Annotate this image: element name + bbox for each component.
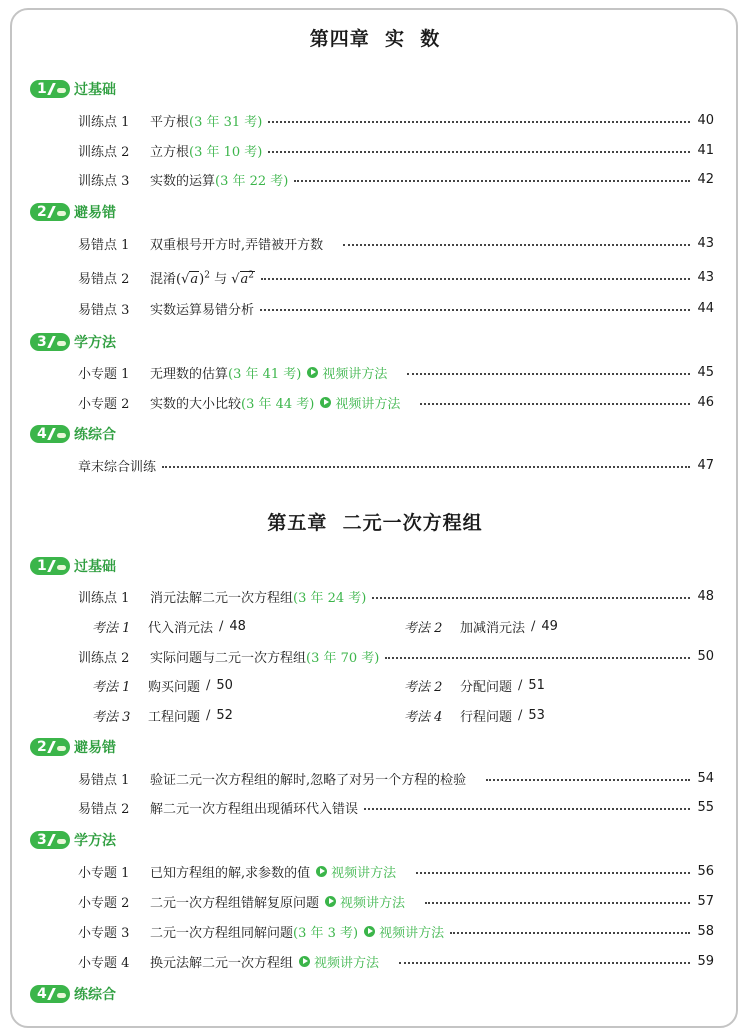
page-number: 58 — [697, 923, 714, 939]
pencil-icon — [57, 88, 66, 93]
toc-entry[interactable]: 训练点 1 消元法解二元一次方程组 (3 年 24 考) 48 — [78, 588, 714, 606]
page-number: 57 — [697, 893, 714, 909]
page-number: 43 — [697, 269, 714, 285]
dot-leader — [268, 151, 690, 153]
dot-leader — [162, 466, 690, 468]
dot-leader — [261, 278, 690, 280]
toc-entry[interactable]: 小专题 3 二元一次方程组同解问题 (3 年 3 考) 视频讲方法 58 — [78, 923, 714, 941]
dot-leader — [450, 932, 690, 934]
toc-entry[interactable]: 小专题 1 已知方程组的解,求参数的值 视频讲方法 56 — [78, 863, 714, 881]
toc-entry[interactable]: 训练点 2 实际问题与二元一次方程组 (3 年 70 考) 50 — [78, 648, 714, 666]
play-icon — [316, 866, 327, 877]
section-title: 学方法 — [74, 833, 116, 849]
dot-leader — [260, 309, 690, 311]
dot-leader — [294, 180, 690, 182]
dot-leader — [372, 597, 690, 599]
pencil-icon — [57, 746, 66, 751]
section-badge: 2 — [30, 203, 70, 221]
section-badge: 4 — [30, 985, 70, 1003]
toc-entry[interactable]: 易错点 2 解二元一次方程组出现循环代入错误 55 — [78, 799, 714, 817]
section-badge: 1 — [30, 557, 70, 575]
dot-leader — [420, 403, 690, 405]
dot-leader — [364, 808, 690, 810]
page-number: 43 — [697, 235, 714, 251]
page-number: 40 — [697, 112, 714, 128]
play-icon — [307, 367, 318, 378]
method-item[interactable]: 考法 1 代入消元法 / 48 — [92, 618, 246, 636]
page-number: 45 — [697, 364, 714, 380]
toc-entry[interactable]: 训练点 1 平方根 (3 年 31 考) 40 — [78, 112, 714, 130]
section-badge: 3 — [30, 333, 70, 351]
method-row — [92, 675, 692, 695]
section-title: 避易错 — [74, 740, 116, 756]
dot-leader — [486, 779, 690, 781]
method-item[interactable]: 考法 1 购买问题 / 50 — [92, 677, 233, 695]
section-header — [30, 829, 116, 851]
section-header — [30, 331, 116, 353]
section-header — [30, 78, 116, 100]
section-title: 过基础 — [74, 82, 116, 98]
toc-entry[interactable]: 易错点 1 双重根号开方时,弄错被开方数 43 — [78, 235, 714, 253]
section-header — [30, 555, 116, 577]
pencil-icon — [57, 433, 66, 438]
page-number: 59 — [697, 953, 714, 969]
pencil-icon — [57, 211, 66, 216]
section-header — [30, 423, 116, 445]
section-title: 过基础 — [74, 559, 116, 575]
page-number: 54 — [697, 770, 714, 786]
chapter-title: 第五章 二元一次方程组 — [267, 512, 483, 534]
section-title: 练综合 — [74, 987, 116, 1003]
pencil-icon — [57, 839, 66, 844]
video-link[interactable]: 视频讲方法 — [299, 952, 379, 971]
section-title: 避易错 — [74, 205, 116, 221]
play-icon — [325, 896, 336, 907]
method-item[interactable]: 考法 2 分配问题 / 51 — [404, 677, 545, 695]
page-number: 48 — [697, 588, 714, 604]
section-title: 学方法 — [74, 335, 116, 351]
dot-leader — [425, 902, 690, 904]
page-number: 50 — [697, 648, 714, 664]
method-item[interactable]: 考法 4 行程问题 / 53 — [404, 707, 545, 725]
method-row — [92, 616, 692, 636]
toc-entry[interactable]: 小专题 4 换元法解二元一次方程组 视频讲方法 59 — [78, 953, 714, 971]
play-icon — [299, 956, 310, 967]
play-icon — [364, 926, 375, 937]
page-number: 44 — [697, 300, 714, 316]
page-number: 42 — [697, 171, 714, 187]
section-badge: 1 — [30, 80, 70, 98]
dot-leader — [268, 121, 690, 123]
dot-leader — [416, 872, 690, 874]
video-link[interactable]: 视频讲方法 — [307, 363, 387, 382]
page-number: 56 — [697, 863, 714, 879]
toc-entry[interactable]: 易错点 3 实数运算易错分析 44 — [78, 300, 714, 318]
section-badge: 4 — [30, 425, 70, 443]
page-number: 55 — [697, 799, 714, 815]
section-header — [30, 736, 116, 758]
dot-leader — [399, 962, 690, 964]
play-icon — [320, 397, 331, 408]
page-number: 41 — [697, 142, 714, 158]
chapter-title: 第四章 实 数 — [309, 28, 441, 50]
section-badge: 3 — [30, 831, 70, 849]
dot-leader — [343, 244, 690, 246]
pencil-icon — [57, 565, 66, 570]
section-header — [30, 983, 116, 1005]
section-header — [30, 201, 116, 223]
dot-leader — [407, 373, 690, 375]
dot-leader — [385, 657, 690, 659]
video-link[interactable]: 视频讲方法 — [325, 892, 405, 911]
toc-entry[interactable]: 章末综合训练 47 — [78, 457, 714, 475]
toc-entry[interactable]: 训练点 2 立方根 (3 年 10 考) 41 — [78, 142, 714, 160]
toc-entry[interactable]: 小专题 1 无理数的估算 (3 年 41 考) 视频讲方法 45 — [78, 364, 714, 382]
method-row — [92, 705, 692, 725]
page-number: 46 — [697, 394, 714, 410]
method-item[interactable]: 考法 3 工程问题 / 52 — [92, 707, 233, 725]
entry-title-math: 混淆$(√a)^2$ 与 $√a^2$ — [150, 270, 255, 287]
video-link[interactable]: 视频讲方法 — [364, 922, 444, 941]
video-link[interactable]: 视频讲方法 — [320, 393, 400, 412]
method-item[interactable]: 考法 2 加减消元法 / 49 — [404, 618, 558, 636]
page-number: 47 — [697, 457, 714, 473]
toc-entry[interactable]: 易错点 1 验证二元一次方程组的解时,忽略了对另一个方程的检验 54 — [78, 770, 714, 788]
toc-entry[interactable]: 易错点 2 混淆$(√a)^2$ 与 $√a^2$ 43 — [78, 269, 714, 287]
section-title: 练综合 — [74, 427, 116, 443]
toc-entry[interactable]: 训练点 3 实数的运算 (3 年 22 考) 42 — [78, 171, 714, 189]
video-link[interactable]: 视频讲方法 — [316, 862, 396, 881]
toc-entry[interactable]: 小专题 2 二元一次方程组错解复原问题 视频讲方法 57 — [78, 893, 714, 911]
pencil-icon — [57, 341, 66, 346]
pencil-icon — [57, 993, 66, 998]
section-badge: 2 — [30, 738, 70, 756]
toc-entry[interactable]: 小专题 2 实数的大小比较 (3 年 44 考) 视频讲方法 46 — [78, 394, 714, 412]
